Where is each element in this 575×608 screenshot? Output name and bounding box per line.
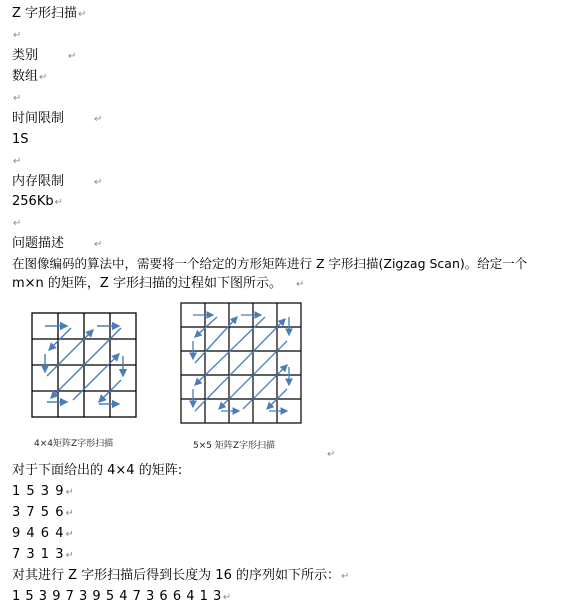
blank-line <box>12 27 21 44</box>
paragraph-mark: ↵ <box>222 592 232 603</box>
time-value-line <box>12 132 29 148</box>
time-limit-label: 时间限制 <box>12 111 65 126</box>
paragraph-mark: ↵ <box>65 529 75 540</box>
category-label: 类别 <box>12 48 39 63</box>
paragraph-mark: ↵ <box>94 239 103 250</box>
paragraph-mark: ↵ <box>54 197 63 208</box>
caption-5x5: 5×5 矩阵Z字形扫描 <box>193 441 276 451</box>
problem-label-line <box>12 236 102 253</box>
paragraph-mark: ↵ <box>13 30 22 41</box>
memory-value-line <box>12 194 63 211</box>
matrix-row-3: 9 4 6 4 <box>12 526 65 541</box>
category-label-line <box>12 48 76 65</box>
paragraph-mark: ↵ <box>65 508 75 519</box>
zigzag-5x5-figure <box>180 302 302 424</box>
paragraph-mark: ↵ <box>39 72 48 83</box>
memory-limit-value: 256Kb <box>12 194 54 209</box>
result-intro-line <box>12 568 349 585</box>
blank-line <box>12 215 21 232</box>
paragraph-mark: ↵ <box>295 279 305 290</box>
doc-title-line <box>12 6 86 23</box>
doc-title: Z 字形扫描 <box>12 6 78 21</box>
problem-desc-2: m×n 的矩阵，Z 字形扫描的过程如下图所示。 <box>12 276 282 291</box>
matrix-row-3-line <box>12 526 75 543</box>
time-label-line <box>12 111 102 128</box>
paragraph-mark: ↵ <box>340 571 350 582</box>
result-sequence: 1 5 3 9 7 3 9 5 4 7 3 6 6 4 1 3 <box>12 589 222 604</box>
problem-desc-line-1 <box>12 256 527 272</box>
matrix-row-2: 3 7 5 6 <box>12 505 65 520</box>
problem-label: 问题描述 <box>12 236 65 251</box>
paragraph-mark: ↵ <box>68 51 77 62</box>
matrix-row-1-line <box>12 484 75 501</box>
paragraph-mark: ↵ <box>94 177 103 188</box>
zigzag-4x4-figure <box>31 312 137 418</box>
zigzag-arrows-5x5 <box>193 315 289 411</box>
paragraph-mark: ↵ <box>65 487 75 498</box>
example-intro-line <box>12 463 182 479</box>
paragraph-mark: ↵ <box>94 114 103 125</box>
problem-desc-1: 在图像编码的算法中，需要将一个给定的方形矩阵进行 Z 字形扫描(Zigzag Scan)。给定一个 <box>12 256 528 271</box>
paragraph-mark: ↵ <box>78 9 87 20</box>
problem-desc-line-2 <box>12 276 304 293</box>
matrix-row-4-line <box>12 547 75 564</box>
paragraph-mark: ↵ <box>13 93 22 104</box>
memory-limit-label: 内存限制 <box>12 174 65 189</box>
category-value: 数组 <box>12 69 39 84</box>
result-sequence-line <box>12 589 232 606</box>
paragraph-mark: ↵ <box>327 449 336 460</box>
figure-paragraph-mark-line <box>326 446 335 463</box>
result-intro: 对其进行 Z 字形扫描后得到长度为 16 的序列如下所示： <box>12 568 340 583</box>
matrix-row-4: 7 3 1 3 <box>12 547 65 562</box>
paragraph-mark: ↵ <box>13 218 22 229</box>
category-value-line <box>12 69 47 86</box>
paragraph-mark: ↵ <box>13 156 22 167</box>
blank-line <box>12 90 21 107</box>
time-limit-value: 1S <box>12 132 29 147</box>
blank-line <box>12 153 21 170</box>
caption-4x4: 4×4矩阵Z字形扫描 <box>34 439 114 449</box>
matrix-row-1: 1 5 3 9 <box>12 484 65 499</box>
paragraph-mark: ↵ <box>65 550 75 561</box>
memory-label-line <box>12 174 102 191</box>
example-intro: 对于下面给出的 4×4 的矩阵: <box>12 463 183 478</box>
matrix-row-2-line <box>12 505 75 522</box>
